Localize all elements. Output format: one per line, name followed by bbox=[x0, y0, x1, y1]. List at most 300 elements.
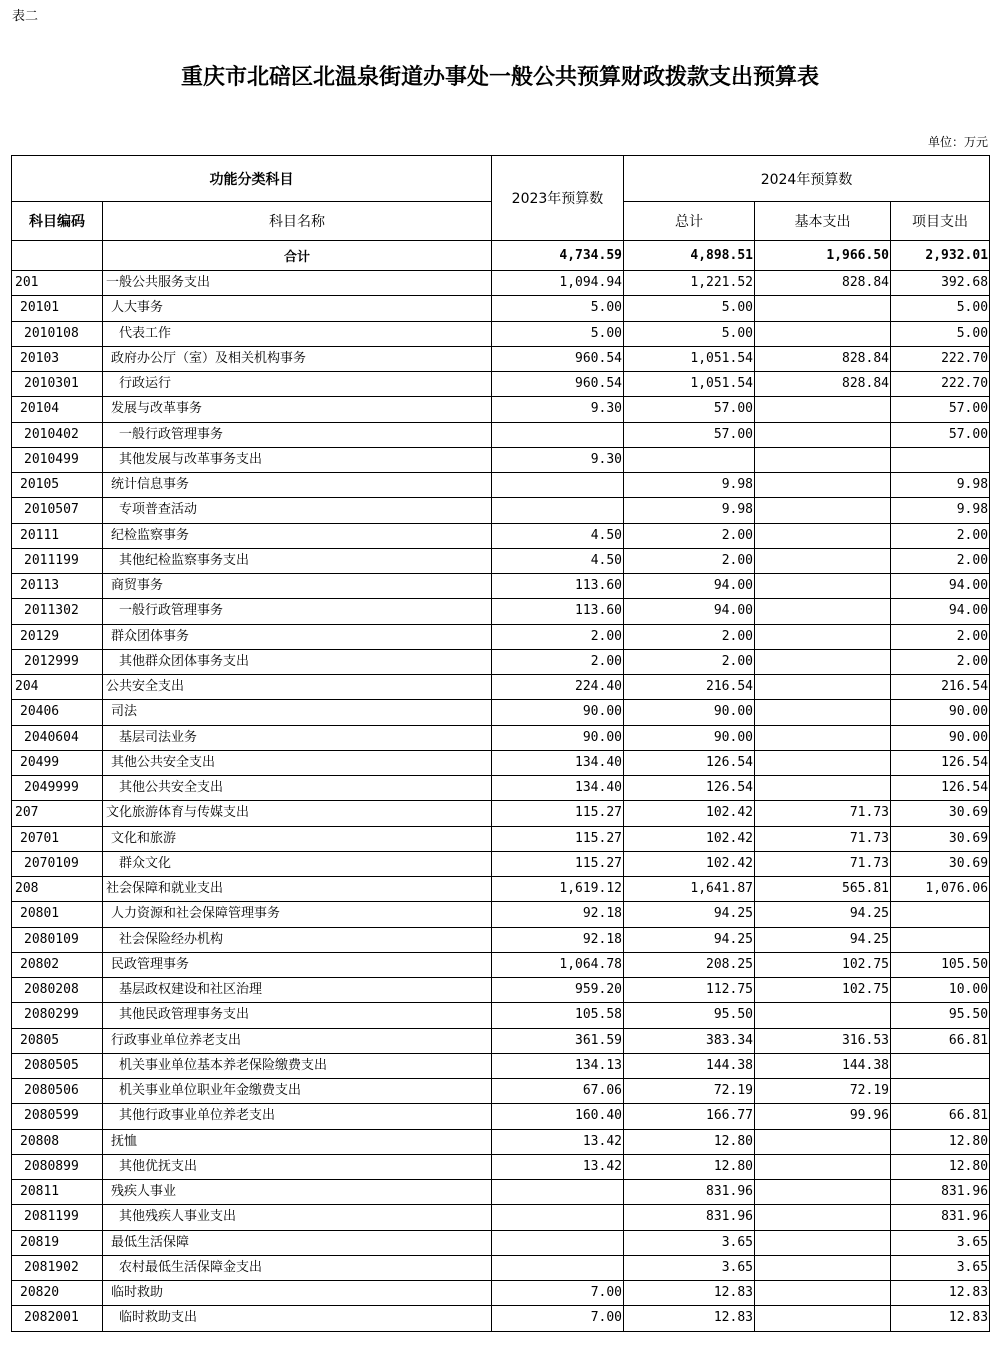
row-basic bbox=[755, 523, 891, 548]
table-row bbox=[12, 700, 990, 725]
row-basic: 316.53 bbox=[755, 1028, 891, 1053]
row-name: 其他公共安全支出 bbox=[103, 776, 492, 801]
row-project: 12.80 bbox=[891, 1154, 990, 1179]
row-code: 2082001 bbox=[12, 1306, 103, 1331]
row-project: 2.00 bbox=[891, 624, 990, 649]
table-row bbox=[12, 624, 990, 649]
row-basic: 144.38 bbox=[755, 1053, 891, 1078]
row-project bbox=[891, 1053, 990, 1078]
row-code: 2010499 bbox=[12, 447, 103, 472]
row-total: 12.80 bbox=[624, 1129, 755, 1154]
row-total: 57.00 bbox=[624, 397, 755, 422]
row-project: 9.98 bbox=[891, 498, 990, 523]
table-row bbox=[12, 725, 990, 750]
row-total: 2.00 bbox=[624, 548, 755, 573]
row-basic: 99.96 bbox=[755, 1104, 891, 1129]
row-total: 94.25 bbox=[624, 902, 755, 927]
row-total: 2.00 bbox=[624, 523, 755, 548]
row-basic: 828.84 bbox=[755, 271, 891, 296]
row-name: 商贸事务 bbox=[103, 574, 492, 599]
row-name: 发展与改革事务 bbox=[103, 397, 492, 422]
row-name: 专项普查活动 bbox=[103, 498, 492, 523]
row-budget-2023: 115.27 bbox=[492, 826, 624, 851]
row-budget-2023: 2.00 bbox=[492, 649, 624, 674]
row-budget-2023: 224.40 bbox=[492, 675, 624, 700]
row-total: 112.75 bbox=[624, 978, 755, 1003]
row-project: 90.00 bbox=[891, 700, 990, 725]
row-budget-2023: 960.54 bbox=[492, 346, 624, 371]
row-basic: 102.75 bbox=[755, 978, 891, 1003]
row-budget-2023: 13.42 bbox=[492, 1154, 624, 1179]
row-budget-2023: 9.30 bbox=[492, 397, 624, 422]
row-code: 20103 bbox=[12, 346, 103, 371]
row-name: 基层司法业务 bbox=[103, 725, 492, 750]
row-basic bbox=[755, 675, 891, 700]
row-basic: 565.81 bbox=[755, 877, 891, 902]
row-code: 207 bbox=[12, 801, 103, 826]
row-name: 其他发展与改革事务支出 bbox=[103, 447, 492, 472]
row-basic bbox=[755, 447, 891, 472]
table-row bbox=[12, 498, 990, 523]
row-total: 2.00 bbox=[624, 649, 755, 674]
row-code: 20105 bbox=[12, 473, 103, 498]
row-basic bbox=[755, 422, 891, 447]
row-total: 57.00 bbox=[624, 422, 755, 447]
header-total: 总计 bbox=[624, 202, 755, 241]
row-code: 2011199 bbox=[12, 548, 103, 573]
table-row bbox=[12, 1306, 990, 1331]
row-project: 126.54 bbox=[891, 776, 990, 801]
table-row bbox=[12, 1003, 990, 1028]
row-budget-2023: 92.18 bbox=[492, 902, 624, 927]
row-project: 94.00 bbox=[891, 599, 990, 624]
row-project: 2.00 bbox=[891, 649, 990, 674]
row-name: 人力资源和社会保障管理事务 bbox=[103, 902, 492, 927]
row-code: 2080899 bbox=[12, 1154, 103, 1179]
table-row bbox=[12, 574, 990, 599]
row-budget-2023: 105.58 bbox=[492, 1003, 624, 1028]
row-code: 20805 bbox=[12, 1028, 103, 1053]
row-project: 66.81 bbox=[891, 1104, 990, 1129]
row-project: 2.00 bbox=[891, 548, 990, 573]
row-budget-2023 bbox=[492, 473, 624, 498]
row-budget-2023: 134.13 bbox=[492, 1053, 624, 1078]
table-row bbox=[12, 801, 990, 826]
row-total: 2.00 bbox=[624, 624, 755, 649]
row-name: 纪检监察事务 bbox=[103, 523, 492, 548]
row-budget-2023: 9.30 bbox=[492, 447, 624, 472]
row-total: 90.00 bbox=[624, 725, 755, 750]
row-code: 20701 bbox=[12, 826, 103, 851]
row-project bbox=[891, 1079, 990, 1104]
unit-label: 单位：万元 bbox=[927, 135, 988, 149]
row-budget-2023: 361.59 bbox=[492, 1028, 624, 1053]
row-budget-2023: 134.40 bbox=[492, 750, 624, 775]
header-basic: 基本支出 bbox=[755, 202, 891, 241]
row-code: 2011302 bbox=[12, 599, 103, 624]
row-budget-2023: 113.60 bbox=[492, 574, 624, 599]
row-code: 204 bbox=[12, 675, 103, 700]
row-project: 90.00 bbox=[891, 725, 990, 750]
row-budget-2023 bbox=[492, 1255, 624, 1280]
row-total: 94.00 bbox=[624, 574, 755, 599]
row-project: 94.00 bbox=[891, 574, 990, 599]
row-name: 机关事业单位职业年金缴费支出 bbox=[103, 1079, 492, 1104]
row-name: 其他行政事业单位养老支出 bbox=[103, 1104, 492, 1129]
row-code: 2012999 bbox=[12, 649, 103, 674]
row-budget-2023: 115.27 bbox=[492, 851, 624, 876]
row-name: 农村最低生活保障金支出 bbox=[103, 1255, 492, 1280]
row-total: 1,641.87 bbox=[624, 877, 755, 902]
row-budget-2023 bbox=[492, 422, 624, 447]
row-project: 30.69 bbox=[891, 851, 990, 876]
row-project: 216.54 bbox=[891, 675, 990, 700]
row-total: 831.96 bbox=[624, 1180, 755, 1205]
row-basic bbox=[755, 1205, 891, 1230]
row-code: 20499 bbox=[12, 750, 103, 775]
total-row bbox=[12, 241, 990, 271]
table-row bbox=[12, 397, 990, 422]
row-total: 12.83 bbox=[624, 1306, 755, 1331]
total-project: 2,932.01 bbox=[891, 241, 990, 271]
row-total: 126.54 bbox=[624, 750, 755, 775]
row-total: 94.00 bbox=[624, 599, 755, 624]
table-row bbox=[12, 1028, 990, 1053]
table-row bbox=[12, 1129, 990, 1154]
row-basic: 71.73 bbox=[755, 801, 891, 826]
table-row bbox=[12, 877, 990, 902]
row-name: 一般公共服务支出 bbox=[103, 271, 492, 296]
row-basic: 94.25 bbox=[755, 902, 891, 927]
table-row bbox=[12, 978, 990, 1003]
total-label: 合计 bbox=[103, 241, 492, 271]
header-code: 科目编码 bbox=[12, 202, 103, 241]
row-project: 9.98 bbox=[891, 473, 990, 498]
row-code: 2080208 bbox=[12, 978, 103, 1003]
row-project: 12.80 bbox=[891, 1129, 990, 1154]
row-basic bbox=[755, 1230, 891, 1255]
row-project: 5.00 bbox=[891, 321, 990, 346]
row-name: 其他优抚支出 bbox=[103, 1154, 492, 1179]
table-row bbox=[12, 826, 990, 851]
table-row bbox=[12, 675, 990, 700]
row-name: 代表工作 bbox=[103, 321, 492, 346]
row-code: 208 bbox=[12, 877, 103, 902]
row-code: 20820 bbox=[12, 1281, 103, 1306]
budget-table bbox=[11, 155, 990, 1332]
row-name: 行政事业单位养老支出 bbox=[103, 1028, 492, 1053]
row-basic: 102.75 bbox=[755, 952, 891, 977]
row-name: 最低生活保障 bbox=[103, 1230, 492, 1255]
row-code: 20101 bbox=[12, 296, 103, 321]
row-project: 66.81 bbox=[891, 1028, 990, 1053]
row-code: 20802 bbox=[12, 952, 103, 977]
row-name: 民政管理事务 bbox=[103, 952, 492, 977]
total-code-cell bbox=[12, 241, 103, 271]
table-row bbox=[12, 548, 990, 573]
table-row bbox=[12, 1255, 990, 1280]
row-total: 5.00 bbox=[624, 296, 755, 321]
row-code: 20819 bbox=[12, 1230, 103, 1255]
row-project: 30.69 bbox=[891, 801, 990, 826]
row-total: 1,221.52 bbox=[624, 271, 755, 296]
row-budget-2023 bbox=[492, 1205, 624, 1230]
row-basic bbox=[755, 1003, 891, 1028]
row-name: 文化旅游体育与传媒支出 bbox=[103, 801, 492, 826]
row-budget-2023: 7.00 bbox=[492, 1306, 624, 1331]
row-budget-2023: 13.42 bbox=[492, 1129, 624, 1154]
row-name: 一般行政管理事务 bbox=[103, 599, 492, 624]
table-row bbox=[12, 750, 990, 775]
row-budget-2023: 5.00 bbox=[492, 296, 624, 321]
row-code: 2080506 bbox=[12, 1079, 103, 1104]
row-code: 20129 bbox=[12, 624, 103, 649]
row-name: 群众文化 bbox=[103, 851, 492, 876]
row-code: 2010301 bbox=[12, 372, 103, 397]
row-basic bbox=[755, 725, 891, 750]
row-budget-2023: 7.00 bbox=[492, 1281, 624, 1306]
row-name: 基层政权建设和社区治理 bbox=[103, 978, 492, 1003]
row-basic bbox=[755, 1154, 891, 1179]
row-code: 2080299 bbox=[12, 1003, 103, 1028]
row-budget-2023: 134.40 bbox=[492, 776, 624, 801]
row-code: 20406 bbox=[12, 700, 103, 725]
row-code: 2081902 bbox=[12, 1255, 103, 1280]
row-total: 102.42 bbox=[624, 826, 755, 851]
table-row bbox=[12, 927, 990, 952]
table-row bbox=[12, 1281, 990, 1306]
row-name: 文化和旅游 bbox=[103, 826, 492, 851]
row-name: 其他纪检监察事务支出 bbox=[103, 548, 492, 573]
row-project: 12.83 bbox=[891, 1281, 990, 1306]
row-code: 2049999 bbox=[12, 776, 103, 801]
row-project: 105.50 bbox=[891, 952, 990, 977]
row-name: 统计信息事务 bbox=[103, 473, 492, 498]
table-row bbox=[12, 1180, 990, 1205]
row-name: 公共安全支出 bbox=[103, 675, 492, 700]
row-basic bbox=[755, 548, 891, 573]
row-project: 126.54 bbox=[891, 750, 990, 775]
row-basic bbox=[755, 750, 891, 775]
row-basic bbox=[755, 1129, 891, 1154]
row-project: 1,076.06 bbox=[891, 877, 990, 902]
row-project: 831.96 bbox=[891, 1180, 990, 1205]
row-budget-2023: 90.00 bbox=[492, 725, 624, 750]
row-basic: 72.19 bbox=[755, 1079, 891, 1104]
row-total: 12.83 bbox=[624, 1281, 755, 1306]
row-total: 126.54 bbox=[624, 776, 755, 801]
table-row bbox=[12, 271, 990, 296]
table-row bbox=[12, 599, 990, 624]
table-row bbox=[12, 523, 990, 548]
row-name: 抚恤 bbox=[103, 1129, 492, 1154]
row-total: 144.38 bbox=[624, 1053, 755, 1078]
row-basic: 828.84 bbox=[755, 346, 891, 371]
row-total: 12.80 bbox=[624, 1154, 755, 1179]
row-budget-2023: 90.00 bbox=[492, 700, 624, 725]
row-project: 12.83 bbox=[891, 1306, 990, 1331]
row-name: 社会保障和就业支出 bbox=[103, 877, 492, 902]
row-project bbox=[891, 927, 990, 952]
table-row bbox=[12, 952, 990, 977]
row-budget-2023: 1,064.78 bbox=[492, 952, 624, 977]
row-project: 2.00 bbox=[891, 523, 990, 548]
row-name: 一般行政管理事务 bbox=[103, 422, 492, 447]
row-basic: 71.73 bbox=[755, 851, 891, 876]
table-row bbox=[12, 649, 990, 674]
total-basic: 1,966.50 bbox=[755, 241, 891, 271]
row-basic bbox=[755, 321, 891, 346]
row-basic bbox=[755, 473, 891, 498]
row-budget-2023 bbox=[492, 498, 624, 523]
row-basic bbox=[755, 1306, 891, 1331]
row-project: 3.65 bbox=[891, 1230, 990, 1255]
table-row bbox=[12, 776, 990, 801]
row-basic bbox=[755, 776, 891, 801]
row-total: 5.00 bbox=[624, 321, 755, 346]
row-budget-2023: 92.18 bbox=[492, 927, 624, 952]
row-total: 3.65 bbox=[624, 1230, 755, 1255]
row-budget-2023: 960.54 bbox=[492, 372, 624, 397]
row-project: 392.68 bbox=[891, 271, 990, 296]
header-name: 科目名称 bbox=[103, 202, 492, 241]
row-basic bbox=[755, 599, 891, 624]
row-basic bbox=[755, 1180, 891, 1205]
row-code: 20104 bbox=[12, 397, 103, 422]
row-name: 司法 bbox=[103, 700, 492, 725]
row-project: 3.65 bbox=[891, 1255, 990, 1280]
row-code: 2081199 bbox=[12, 1205, 103, 1230]
row-total: 216.54 bbox=[624, 675, 755, 700]
row-budget-2023: 1,094.94 bbox=[492, 271, 624, 296]
row-code: 2080505 bbox=[12, 1053, 103, 1078]
row-code: 2080109 bbox=[12, 927, 103, 952]
row-budget-2023: 115.27 bbox=[492, 801, 624, 826]
row-budget-2023: 959.20 bbox=[492, 978, 624, 1003]
row-code: 20111 bbox=[12, 523, 103, 548]
header-project: 项目支出 bbox=[891, 202, 990, 241]
header-functional-classification: 功能分类科目 bbox=[12, 156, 492, 202]
row-name: 人大事务 bbox=[103, 296, 492, 321]
row-code: 20801 bbox=[12, 902, 103, 927]
table-row bbox=[12, 851, 990, 876]
row-project: 5.00 bbox=[891, 296, 990, 321]
row-basic bbox=[755, 574, 891, 599]
row-basic: 94.25 bbox=[755, 927, 891, 952]
table-row bbox=[12, 473, 990, 498]
row-project: 222.70 bbox=[891, 372, 990, 397]
table-row bbox=[12, 296, 990, 321]
row-name: 政府办公厅（室）及相关机构事务 bbox=[103, 346, 492, 371]
row-project: 30.69 bbox=[891, 826, 990, 851]
total-total: 4,898.51 bbox=[624, 241, 755, 271]
row-project: 222.70 bbox=[891, 346, 990, 371]
row-basic bbox=[755, 296, 891, 321]
row-total: 9.98 bbox=[624, 473, 755, 498]
header-budget-2023: 2023年预算数 bbox=[492, 156, 624, 241]
row-basic bbox=[755, 1255, 891, 1280]
table-row bbox=[12, 447, 990, 472]
row-total: 831.96 bbox=[624, 1205, 755, 1230]
row-project: 10.00 bbox=[891, 978, 990, 1003]
table-row bbox=[12, 1205, 990, 1230]
row-code: 20113 bbox=[12, 574, 103, 599]
row-project bbox=[891, 902, 990, 927]
row-name: 社会保险经办机构 bbox=[103, 927, 492, 952]
row-code: 2040604 bbox=[12, 725, 103, 750]
header-budget-2024: 2024年预算数 bbox=[624, 156, 990, 202]
table-row bbox=[12, 902, 990, 927]
row-budget-2023: 4.50 bbox=[492, 523, 624, 548]
row-code: 2010402 bbox=[12, 422, 103, 447]
row-total: 1,051.54 bbox=[624, 346, 755, 371]
row-project: 57.00 bbox=[891, 397, 990, 422]
row-total: 383.34 bbox=[624, 1028, 755, 1053]
row-name: 其他残疾人事业支出 bbox=[103, 1205, 492, 1230]
row-total: 95.50 bbox=[624, 1003, 755, 1028]
row-basic bbox=[755, 397, 891, 422]
row-basic: 828.84 bbox=[755, 372, 891, 397]
row-name: 其他民政管理事务支出 bbox=[103, 1003, 492, 1028]
table-row bbox=[12, 1104, 990, 1129]
row-name: 群众团体事务 bbox=[103, 624, 492, 649]
row-budget-2023: 113.60 bbox=[492, 599, 624, 624]
row-code: 20811 bbox=[12, 1180, 103, 1205]
table-row bbox=[12, 372, 990, 397]
row-basic bbox=[755, 1281, 891, 1306]
row-budget-2023 bbox=[492, 1180, 624, 1205]
total-budget-2023: 4,734.59 bbox=[492, 241, 624, 271]
row-budget-2023: 5.00 bbox=[492, 321, 624, 346]
row-code: 201 bbox=[12, 271, 103, 296]
row-code: 2010507 bbox=[12, 498, 103, 523]
row-total: 72.19 bbox=[624, 1079, 755, 1104]
table-row bbox=[12, 346, 990, 371]
row-total: 94.25 bbox=[624, 927, 755, 952]
row-budget-2023: 4.50 bbox=[492, 548, 624, 573]
table-row bbox=[12, 1154, 990, 1179]
row-total: 102.42 bbox=[624, 801, 755, 826]
row-project: 831.96 bbox=[891, 1205, 990, 1230]
table-label: 表二 bbox=[12, 9, 39, 24]
table-row bbox=[12, 1230, 990, 1255]
row-basic bbox=[755, 498, 891, 523]
row-name: 机关事业单位基本养老保险缴费支出 bbox=[103, 1053, 492, 1078]
table-row bbox=[12, 422, 990, 447]
row-project: 95.50 bbox=[891, 1003, 990, 1028]
row-name: 残疾人事业 bbox=[103, 1180, 492, 1205]
row-basic bbox=[755, 624, 891, 649]
row-code: 2070109 bbox=[12, 851, 103, 876]
row-total: 102.42 bbox=[624, 851, 755, 876]
row-project: 57.00 bbox=[891, 422, 990, 447]
row-name: 其他公共安全支出 bbox=[103, 750, 492, 775]
row-budget-2023: 2.00 bbox=[492, 624, 624, 649]
row-name: 行政运行 bbox=[103, 372, 492, 397]
row-project bbox=[891, 447, 990, 472]
row-name: 临时救助支出 bbox=[103, 1306, 492, 1331]
row-code: 20808 bbox=[12, 1129, 103, 1154]
table-row bbox=[12, 1079, 990, 1104]
row-total: 166.77 bbox=[624, 1104, 755, 1129]
table-row bbox=[12, 321, 990, 346]
row-basic bbox=[755, 700, 891, 725]
row-budget-2023: 67.06 bbox=[492, 1079, 624, 1104]
row-budget-2023 bbox=[492, 1230, 624, 1255]
row-total: 208.25 bbox=[624, 952, 755, 977]
row-basic: 71.73 bbox=[755, 826, 891, 851]
row-code: 2080599 bbox=[12, 1104, 103, 1129]
